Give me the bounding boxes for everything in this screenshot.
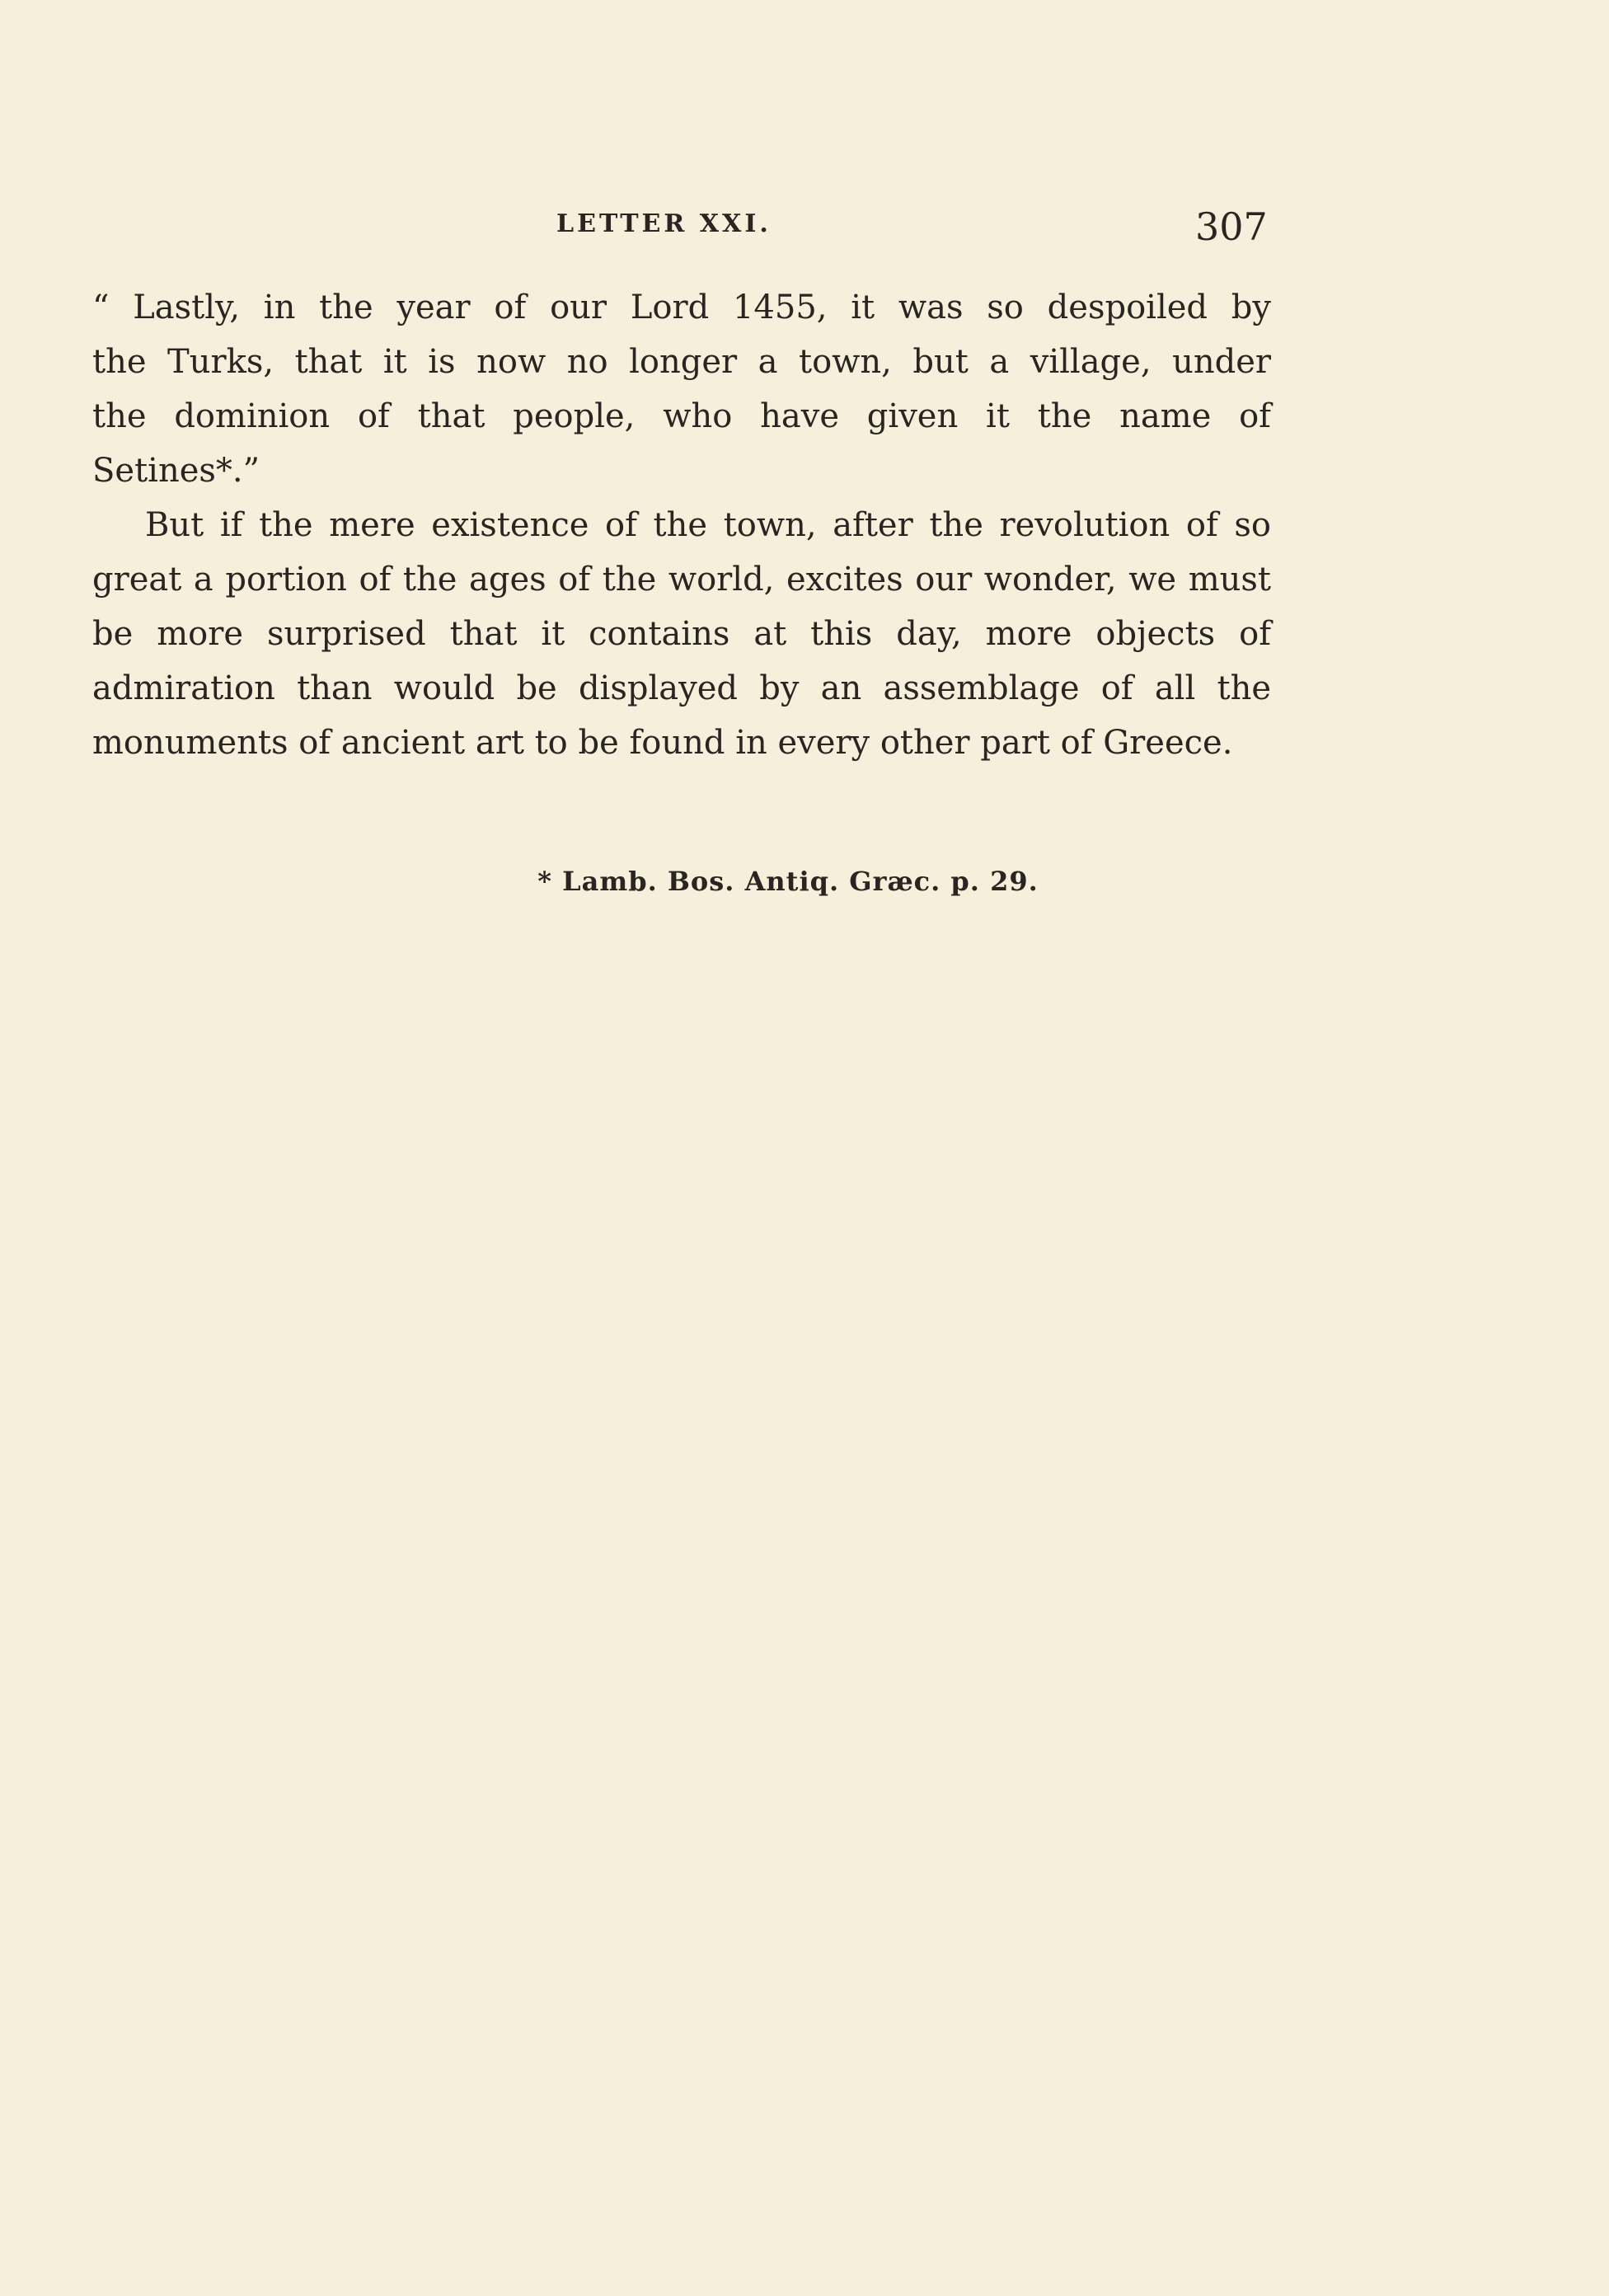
body-text [92, 280, 1271, 770]
paragraph-quote [92, 280, 1271, 498]
paragraph-line: the Turks, that it is now no longer a town, but a village, under [92, 343, 1271, 381]
running-title: LETTER XXI. [556, 209, 772, 238]
paragraph-line: the dominion of that people, who have given it the name of [92, 397, 1271, 435]
paragraph-line: “ Lastly, in the year of our Lord 1455, it was so despoiled by [92, 289, 1271, 326]
footnote [0, 866, 1609, 897]
running-head [0, 204, 1609, 254]
paragraph-greece: But if the mere existence of the town, after the revolution of so great a portion of the ages of the world, excites our wonder, we must be more surprised that it contains at this day, more objects of admiration than would be displayed by an assemblage of all the monuments of ancient art to be found in every other part of Greece. [92, 506, 1271, 762]
paragraph-line: Setines*.” [92, 452, 260, 490]
page-number: 307 [1195, 204, 1268, 249]
footnote-text: * Lamb. Bos. Antiq. Græc. p. 29. [537, 866, 1039, 897]
